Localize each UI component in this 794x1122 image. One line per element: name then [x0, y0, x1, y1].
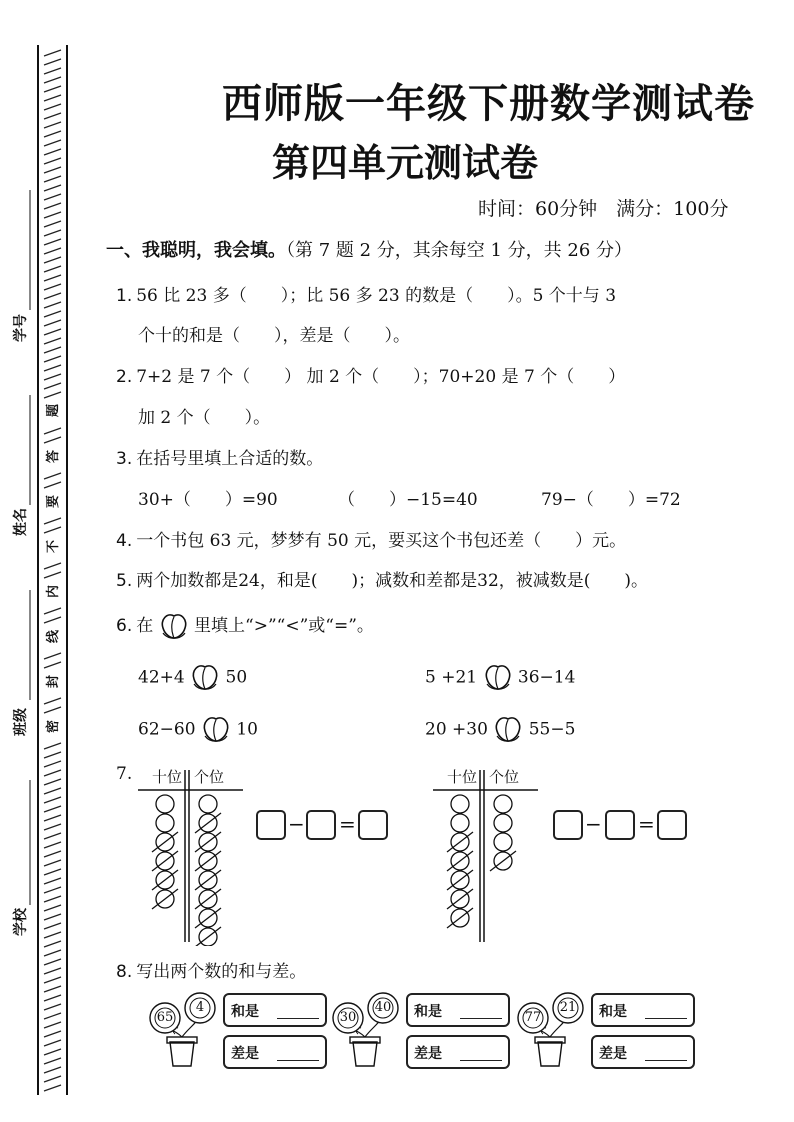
- peach-icon[interactable]: [201, 716, 231, 744]
- page-title: 西师版一年级下册数学测试卷: [222, 80, 755, 127]
- compare-left: 20 +30: [425, 719, 488, 740]
- tens-label: 十位: [152, 768, 183, 786]
- name-label: 姓名: [13, 508, 29, 536]
- minus-sign: −: [288, 812, 305, 836]
- equals-sign: =: [638, 812, 655, 836]
- seal-char: 要: [46, 494, 62, 509]
- question-3-item-b: （ ）−15=40: [338, 490, 478, 510]
- peach-icon[interactable]: [190, 664, 220, 692]
- sum-answer-box[interactable]: [223, 993, 327, 1027]
- compare-item: [138, 664, 247, 692]
- seal-char: 答: [46, 449, 62, 464]
- compare-left: 62−60: [138, 719, 196, 740]
- abacus-2: [433, 766, 548, 946]
- abacus-diagram: [433, 766, 548, 946]
- seal-char: 密: [46, 719, 62, 734]
- answer-box[interactable]: [358, 810, 388, 840]
- counter-circle: [156, 795, 174, 813]
- seal-char: 封: [46, 674, 62, 689]
- compare-right: 10: [236, 719, 258, 740]
- question-text: 一个书包 63 元，梦梦有 50 元，要买这个书包还差（ ）元。: [136, 531, 627, 551]
- question-number: 1.: [116, 286, 133, 306]
- flower-number-b: 40: [374, 1000, 392, 1015]
- compare-left: 5 +21: [425, 667, 478, 688]
- binding-lines: [0, 0, 80, 1122]
- diff-label: 差是: [414, 1046, 442, 1062]
- flower-group: [145, 990, 330, 1070]
- seal-char: 不: [46, 539, 62, 554]
- question-text: 7+2 是 7 个（ ） 加 2 个（ ）；70+20 是 7 个（ ）: [136, 367, 626, 387]
- counter-circle: [494, 795, 512, 813]
- sum-answer-box[interactable]: [406, 993, 510, 1027]
- question-number: 3.: [116, 449, 133, 469]
- answer-box[interactable]: [605, 810, 635, 840]
- page-subtitle: 第四单元测试卷: [272, 140, 539, 185]
- counter-circle: [199, 795, 217, 813]
- peach-icon[interactable]: [493, 716, 523, 744]
- tens-label: 十位: [447, 768, 478, 786]
- question-2-line-1: [116, 362, 625, 387]
- answer-box[interactable]: [657, 810, 687, 840]
- flower-group: [328, 990, 513, 1070]
- compare-item: [425, 664, 575, 692]
- counter-circle: [494, 833, 512, 851]
- question-4: [116, 526, 626, 551]
- flower-number-a: 77: [524, 1010, 542, 1025]
- question-text: 在括号里填上合适的数。: [136, 449, 324, 469]
- question-3-item-a: 30+（ ）=90: [138, 490, 278, 510]
- peach-icon: [159, 613, 189, 641]
- question-8: [116, 957, 306, 982]
- counter-circle: [494, 814, 512, 832]
- diff-answer-line[interactable]: [645, 1060, 687, 1061]
- counter-circle: [451, 795, 469, 813]
- flower-number-a: 30: [339, 1010, 357, 1025]
- seal-char: 题: [46, 403, 62, 418]
- exam-meta: 时间：60分钟 满分：100分: [478, 198, 729, 220]
- compare-item: [138, 716, 258, 744]
- ones-label: 个位: [489, 768, 520, 786]
- flower-number-b: 4: [195, 1000, 205, 1015]
- compare-left: 42+4: [138, 667, 185, 688]
- flower-group: [513, 990, 698, 1070]
- seal-char: 内: [46, 584, 62, 599]
- question-1-line-2: 个十的和是（ ），差是（ ）。: [138, 326, 410, 346]
- question-number: 4.: [116, 531, 133, 551]
- question-5: [116, 566, 648, 591]
- question-6-line-1: [116, 611, 374, 641]
- question-text: 在: [136, 616, 154, 636]
- answer-box[interactable]: [553, 810, 583, 840]
- question-text: 写出两个数的和与差。: [136, 962, 307, 982]
- flower-number-b: 21: [559, 1000, 577, 1015]
- peach-icon[interactable]: [483, 664, 513, 692]
- abacus-1: [138, 766, 253, 946]
- compare-right: 36−14: [517, 667, 576, 688]
- diff-answer-line[interactable]: [460, 1060, 502, 1061]
- diff-label: 差是: [599, 1046, 627, 1062]
- abacus-diagram: [138, 766, 253, 946]
- compare-item: [425, 716, 575, 744]
- question-7-number: 7.: [116, 764, 133, 784]
- question-number: 6.: [116, 616, 133, 636]
- sum-answer-line[interactable]: [645, 1018, 687, 1019]
- diff-answer-box[interactable]: [223, 1035, 327, 1069]
- question-3-line-1: [116, 444, 323, 469]
- question-number: 5.: [116, 571, 133, 591]
- minus-sign: −: [585, 812, 602, 836]
- equals-sign: =: [339, 812, 356, 836]
- question-3-item-c: 79−（ ）=72: [541, 490, 681, 510]
- question-2-line-2: 加 2 个（ ）。: [138, 408, 271, 428]
- flower-number-a: 65: [156, 1010, 174, 1025]
- school-label: 学校: [13, 908, 29, 936]
- student-no-label: 学号: [13, 314, 29, 342]
- question-text: 56 比 23 多（ ）；比 56 多 23 的数是（ ）。5 个十与 3: [136, 286, 617, 306]
- sum-answer-line[interactable]: [460, 1018, 502, 1019]
- counter-circle: [451, 814, 469, 832]
- diff-answer-line[interactable]: [277, 1060, 319, 1061]
- compare-right: 55−5: [528, 719, 576, 740]
- answer-box[interactable]: [306, 810, 336, 840]
- diff-answer-box[interactable]: [591, 1035, 695, 1069]
- diff-answer-box[interactable]: [406, 1035, 510, 1069]
- sum-label: 和是: [599, 1004, 627, 1020]
- ones-label: 个位: [194, 768, 225, 786]
- question-number: 8.: [116, 962, 133, 982]
- compare-right: 50: [225, 667, 248, 688]
- section-heading: [106, 236, 632, 262]
- diff-label: 差是: [231, 1046, 259, 1062]
- section-title: 一、我聪明，我会填。: [106, 240, 286, 261]
- class-label: 班级: [13, 708, 29, 736]
- sum-label: 和是: [231, 1004, 259, 1020]
- answer-box[interactable]: [256, 810, 286, 840]
- sum-label: 和是: [414, 1004, 442, 1020]
- counter-circle: [156, 814, 174, 832]
- question-text: 里填上“>”“<”或“=”。: [194, 616, 374, 636]
- sum-answer-box[interactable]: [591, 993, 695, 1027]
- question-text: 两个加数都是24，和是( )；减数和差都是32，被减数是( )。: [136, 571, 649, 591]
- section-note: （第 7 题 2 分，其余每空 1 分，共 26 分）: [286, 240, 633, 261]
- seal-char: 线: [46, 629, 62, 644]
- question-1-line-1: [116, 281, 616, 306]
- question-number: 2.: [116, 367, 133, 387]
- sum-answer-line[interactable]: [277, 1018, 319, 1019]
